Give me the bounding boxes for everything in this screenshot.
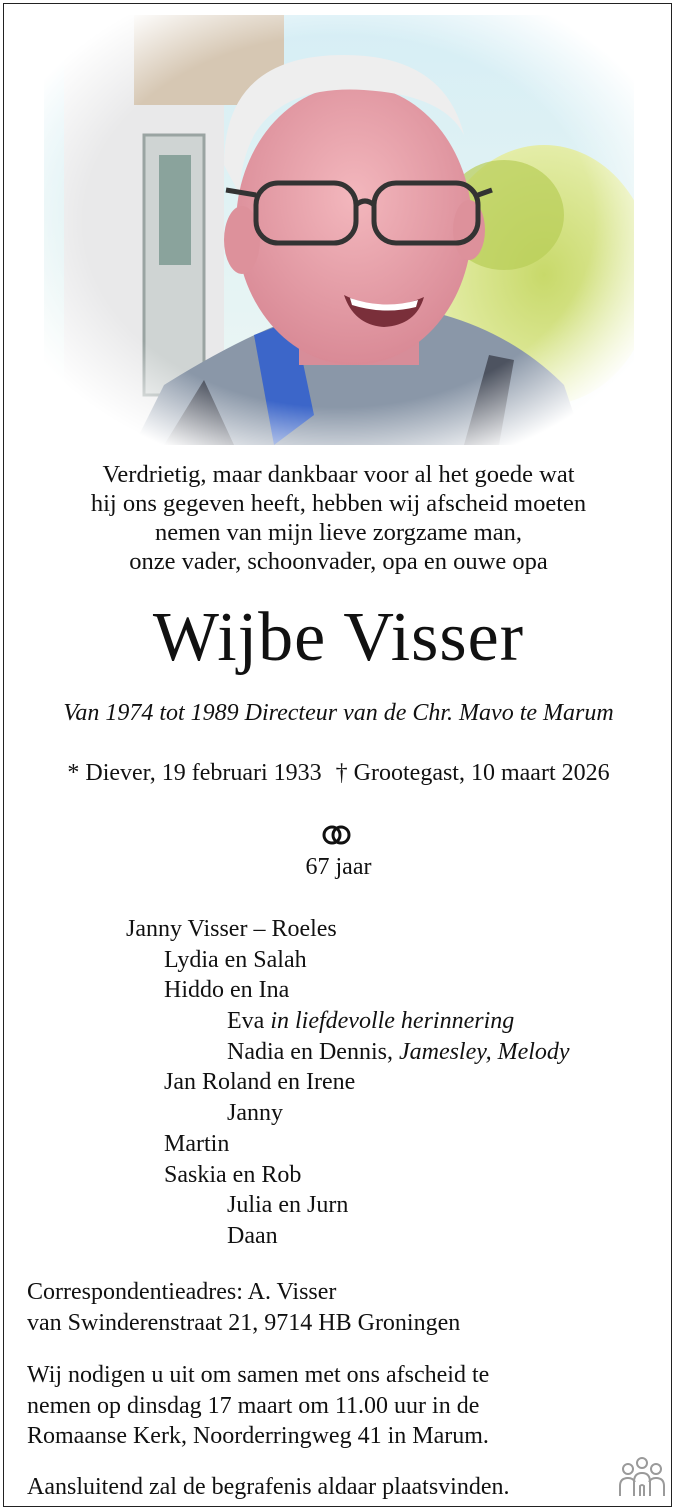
- invitation-line: nemen op dinsdag 17 maart om 11.00 uur in de: [27, 1392, 480, 1419]
- portrait-photo: [44, 15, 634, 445]
- spouse-name: Janny Visser – Roeles: [126, 916, 337, 942]
- list-item: Martin: [164, 1130, 230, 1157]
- list-item: Jan Roland en Irene: [164, 1069, 356, 1096]
- list-item: Julia en Jurn: [227, 1192, 349, 1219]
- list-item: [0, 1037, 677, 1068]
- deceased-name: Wijbe Visser: [152, 599, 525, 676]
- people-group-icon: [616, 1456, 668, 1498]
- intro-line: Verdrietig, maar dankbaar voor al het goede wat: [102, 461, 575, 488]
- grandchild-name: Eva: [227, 1008, 265, 1035]
- family-list: [0, 914, 677, 1252]
- correspondence-line: Correspondentieadres: A. Visser: [27, 1279, 337, 1305]
- intro-line: nemen van mijn lieve zorgzame man,: [155, 519, 522, 546]
- closing-text: Aansluitend zal de begrafenis aldaar plaatsvinden.: [27, 1474, 510, 1500]
- list-item: Lydia en Salah: [164, 946, 307, 973]
- grandchild-note: Jamesley, Melody: [398, 1038, 570, 1065]
- birth-death-dates: [0, 760, 677, 787]
- list-item: Saskia en Rob: [164, 1161, 302, 1188]
- list-item: Hiddo en Ina: [164, 977, 290, 1004]
- invitation-text: [27, 1360, 489, 1452]
- birth-date: * Diever, 19 februari 1933: [67, 760, 322, 786]
- grandchild-name: Nadia en Dennis,: [227, 1038, 393, 1065]
- invitation-line: Wij nodigen u uit om samen met ons afscheid te: [27, 1362, 490, 1388]
- list-item: Janny: [227, 1100, 283, 1127]
- deceased-subtitle: Van 1974 tot 1989 Directeur van de Chr. Mavo te Marum: [63, 700, 614, 726]
- grandchild-note: in liefdevolle herinnering: [270, 1008, 515, 1035]
- intro-line: onze vader, schoonvader, opa en ouwe opa: [129, 548, 548, 575]
- intro-text: [0, 460, 677, 576]
- wedding-rings-icon: [320, 824, 354, 846]
- marriage-years: 67 jaar: [305, 854, 372, 880]
- list-item: [0, 1006, 677, 1037]
- list-item: Daan: [227, 1222, 278, 1249]
- invitation-line: Romaanse Kerk, Noorderringweg 41 in Marum.: [27, 1423, 489, 1449]
- correspondence-line: van Swinderenstraat 21, 9714 HB Groningen: [27, 1309, 461, 1336]
- death-date: † Grootegast, 10 maart 2026: [335, 760, 610, 786]
- correspondence-address: [27, 1277, 460, 1338]
- intro-line: hij ons gegeven heeft, hebben wij afscheid moeten: [90, 490, 587, 517]
